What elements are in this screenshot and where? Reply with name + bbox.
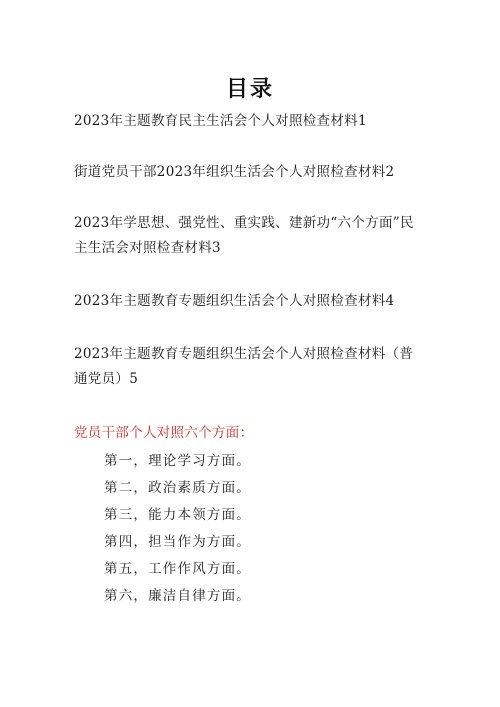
page-title: 目录 xyxy=(225,77,274,102)
toc-item-4[interactable]: 2023年主题教育专题组织生活会个人对照检查材料4 xyxy=(74,293,395,309)
aspect-item-1: 第一，理论学习方面。 xyxy=(104,453,251,469)
aspect-item-4: 第四，担当作为方面。 xyxy=(104,534,251,550)
aspect-item-3: 第三，能力本领方面。 xyxy=(104,507,251,523)
aspect-item-5: 第五，工作作风方面。 xyxy=(104,561,251,577)
aspect-item-2: 第二，政治素质方面。 xyxy=(104,480,251,496)
toc-item-2[interactable]: 街道党员干部2023年组织生活会个人对照检查材料2 xyxy=(74,164,395,180)
aspects-list xyxy=(104,448,251,610)
section-heading: 党员干部个人对照六个方面： xyxy=(74,425,254,441)
toc-item-5[interactable]: 2023年主题教育专题组织生活会个人对照检查材料（普通党员）5 xyxy=(74,346,414,387)
aspect-item-6: 第六，廉洁自律方面。 xyxy=(104,588,251,604)
toc-item-3[interactable]: 2023年学思想、强党性、重实践、建新功“六个方面”民主生活会对照检查材料3 xyxy=(74,215,414,256)
toc-item-1[interactable]: 2023年主题教育民主生活会个人对照检查材料1 xyxy=(74,113,367,129)
